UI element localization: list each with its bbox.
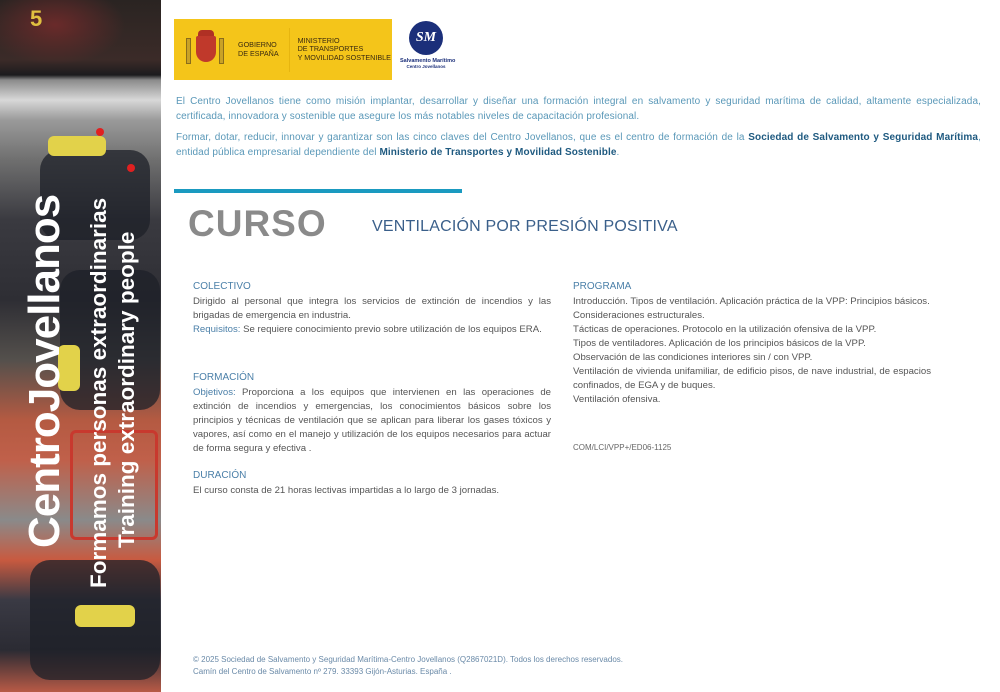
- tagline-spanish: Formamos personas extraordinarias: [86, 197, 111, 588]
- copyright: © 2025 Sociedad de Salvamento y Seguridad Marítima-Centro Jovellanos (Q2867021D). Todos los derechos reservados.: [193, 655, 623, 664]
- intro-text: [176, 94, 981, 166]
- salvamento-maritimo-logo: SM Salvamento Marítimo Centro Jovellanos: [400, 21, 452, 81]
- footer: [193, 654, 623, 678]
- side-banner-photo: [0, 0, 161, 692]
- programa-item: Observación de las condiciones interiores sin / con VPP.: [573, 352, 813, 363]
- programa-item: Ventilación de vivienda unifamiliar, de edificio pisos, de nave industrial, de espacios confinados, de EGA y de buques.: [573, 366, 931, 391]
- banner-tank: [48, 136, 106, 156]
- ministry-link-text: Ministerio de Transportes y Movilidad Sostenible: [379, 147, 617, 158]
- society-link-text: Sociedad de Salvamento y Seguridad Marítima: [748, 132, 979, 143]
- logo-divider: [289, 28, 290, 72]
- programa-item: Tipos de ventiladores. Aplicación de los principios básicos de la VPP.: [573, 338, 866, 349]
- ministry-name: MINISTERIO DE TRANSPORTES Y MOVILIDAD SOSTENIBLE: [297, 35, 391, 62]
- tagline-english: Training extraordinary people: [114, 231, 139, 548]
- address: Camín del Centro de Salvamento nº 279. 33393 Gijón-Asturias. España .: [193, 667, 452, 676]
- mission-paragraph: El Centro Jovellanos tiene como misión implantar, desarrollar y diseñar una formación integral en salvamento y seguridad marítima de calidad, altamente especializada, certificada, innovadora y sostenible que asegure los más notables niveles de capacitación profesional.: [176, 96, 981, 122]
- accent-dot: [127, 164, 135, 172]
- banner-decor-number: 5: [30, 6, 43, 31]
- objetivos: Objetivos: Proporciona a los equipos que intervienen en las operaciones de extinción de incendios y emergencias, los conocimientos básicos sobre los principios y técnicas de ventilación que se aplican para liberar los gases tóxicos y vapores, así como en el manejo y utilización de los equipos necesarios para actuar de forma segura y efectiva .: [193, 387, 551, 454]
- programa-item: Tácticas de operaciones. Protocolo en la utilización ofensiva de la VPP.: [573, 324, 877, 335]
- banner-tank: [75, 605, 135, 627]
- duracion-heading: DURACIÓN: [193, 470, 247, 481]
- programa-item: Introducción. Tipos de ventilación. Aplicación práctica de la VPP: Principios básicos.: [573, 296, 930, 307]
- course-code: COM/LCI/VPP+/ED06-1125: [573, 443, 672, 452]
- requisitos: Requisitos: Se requiere conocimiento previo sobre utilización de los equipos ERA.: [193, 324, 542, 335]
- formacion-heading: FORMACIÓN: [193, 372, 255, 383]
- programa-item: Ventilación ofensiva.: [573, 394, 661, 405]
- left-column: [193, 280, 551, 498]
- keys-paragraph: Formar, dotar, reducir, innovar y garantizar son las cinco claves del Centro Jovellanos, que es el centro de formación de la Sociedad de Salvamento y Seguridad Marítima, entidad pública empresarial dependiente del Ministerio de Transportes y Movilidad Sostenible.: [176, 132, 981, 158]
- course-title: VENTILACIÓN POR PRESIÓN POSITIVA: [372, 218, 678, 235]
- course-label: CURSO: [188, 203, 327, 244]
- colectivo-heading: COLECTIVO: [193, 281, 251, 292]
- brand-wordmark: CentroJovellanos: [20, 194, 69, 548]
- accent-dot: [96, 128, 104, 136]
- duracion-text: El curso consta de 21 horas lectivas impartidas a lo largo de 3 jornadas.: [193, 485, 500, 496]
- colectivo-text: Dirigido al personal que integra los servicios de extinción de incendios y las brigadas de emergencia en industria.: [193, 296, 551, 321]
- government-name: GOBIERNO DE ESPAÑA: [238, 40, 279, 58]
- government-logo: [174, 19, 392, 80]
- sm-emblem-icon: SM: [409, 21, 443, 55]
- programa-item: Consideraciones estructurales.: [573, 310, 705, 321]
- coat-of-arms-icon: [186, 28, 226, 72]
- programa-heading: PROGRAMA: [573, 281, 632, 292]
- section-divider: [174, 189, 462, 193]
- right-column: [573, 280, 931, 455]
